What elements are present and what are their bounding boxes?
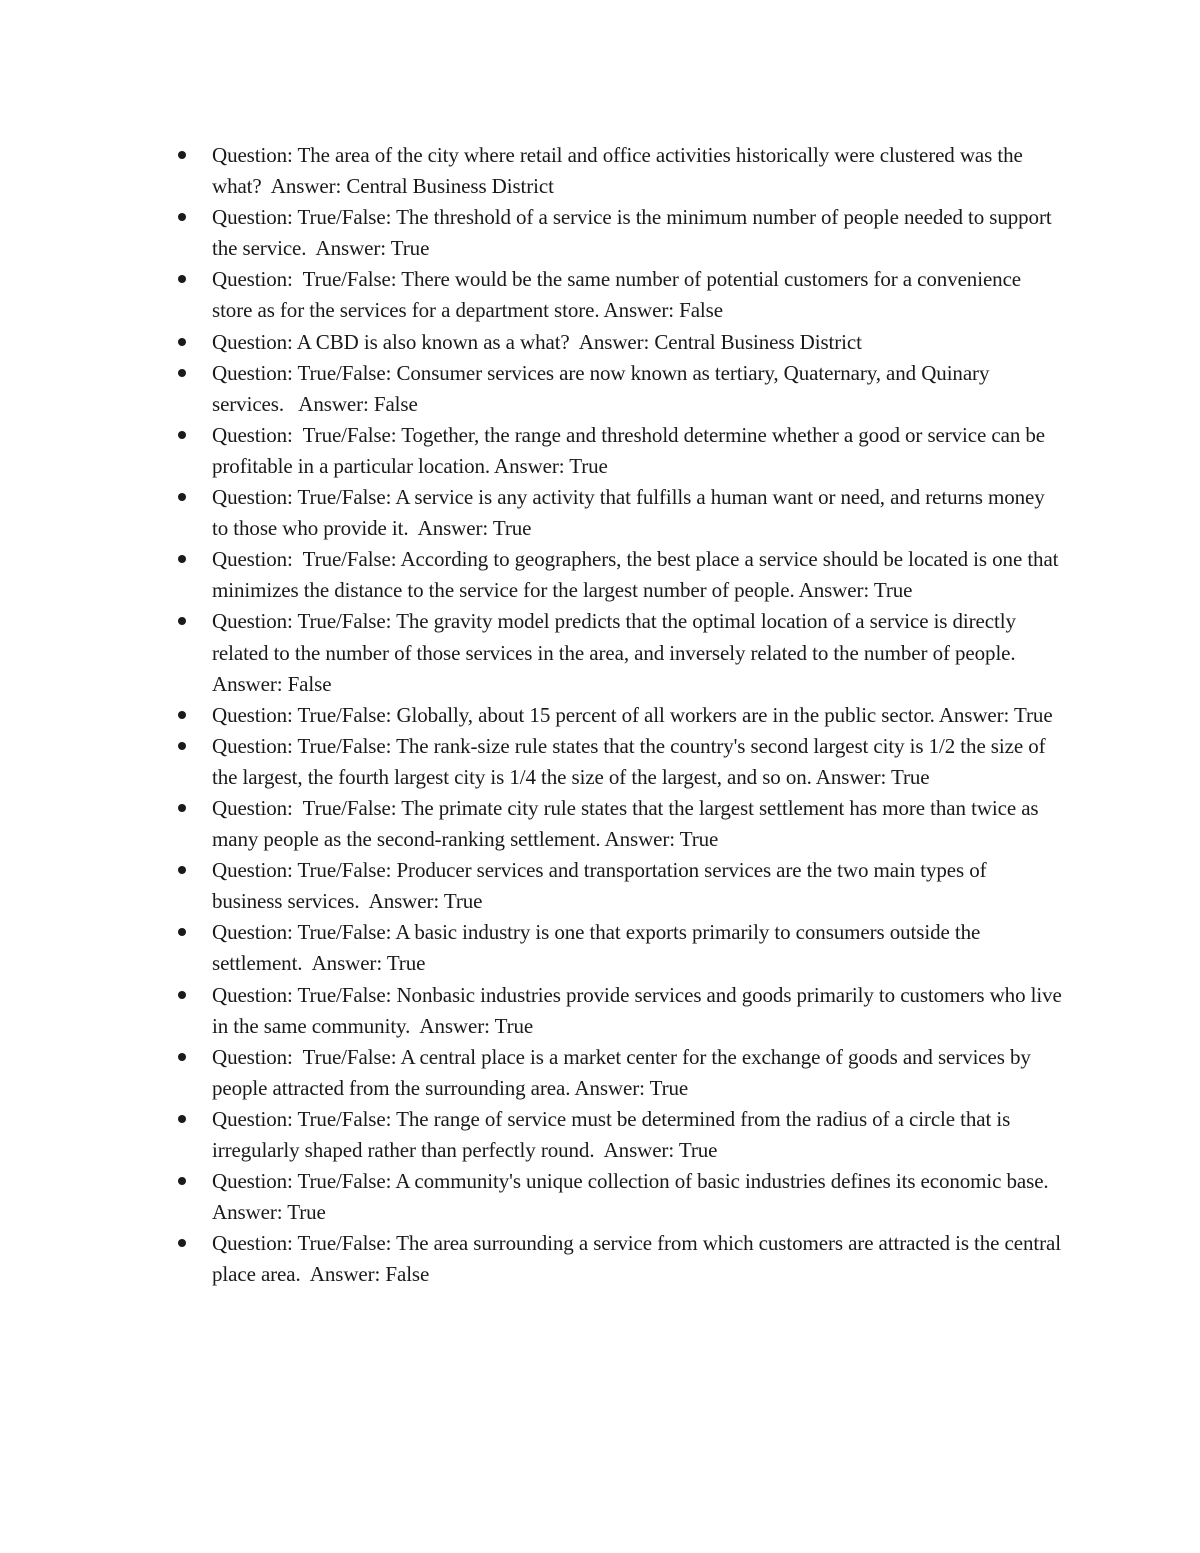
list-item — [0, 1166, 1062, 1228]
question-answer-list — [0, 140, 1200, 1290]
list-item — [0, 264, 1062, 326]
bullet-icon — [178, 275, 186, 283]
list-item — [0, 1228, 1067, 1290]
list-item-text: Question: True/False: A central place is a market center for the exchange of goods and services by people attracted from the surrounding area. Answer: True — [212, 1044, 1036, 1100]
list-item — [0, 202, 1062, 264]
bullet-icon — [178, 1115, 186, 1123]
list-item-text: Question: True/False: The area surrounding a service from which customers are attracted is the central place area. Answer: False — [212, 1231, 1067, 1287]
list-item — [0, 140, 1062, 202]
list-item-text: Question: True/False: A service is any activity that fulfills a human want or need, and returns money to those who provide it. Answer: True — [212, 485, 1050, 541]
bullet-icon — [178, 493, 186, 501]
bullet-icon — [178, 151, 186, 159]
bullet-icon — [178, 866, 186, 874]
list-item-text: Question: True/False: The threshold of a service is the minimum number of people needed to support the service. Answer: True — [212, 205, 1057, 261]
bullet-icon — [178, 617, 186, 625]
list-item-text: Question: True/False: Consumer services are now known as tertiary, Quaternary, and Quinary services. Answer: False — [212, 360, 995, 416]
bullet-icon — [178, 742, 186, 750]
bullet-icon — [178, 711, 186, 719]
list-item-text: Question: True/False: Together, the range and threshold determine whether a good or service can be profitable in a particular location. Answer: True — [212, 422, 1051, 478]
bullet-icon — [178, 1053, 186, 1061]
list-item — [0, 731, 1062, 793]
list-item-text: Question: True/False: The rank-size rule states that the country's second largest city is 1/2 the size of the largest, the fourth largest city is 1/4 the size of the largest, and so on. Answer: True — [212, 733, 1051, 789]
list-item — [0, 1104, 1062, 1166]
bullet-icon — [178, 369, 186, 377]
list-item-text: Question: A CBD is also known as a what? Answer: Central Business District — [212, 329, 862, 354]
list-item — [0, 917, 1062, 979]
bullet-icon — [178, 1177, 186, 1185]
list-item — [0, 1042, 1062, 1104]
list-item-text: Question: True/False: A community's unique collection of basic industries defines its economic base. Answer: True — [212, 1169, 1063, 1225]
list-item — [0, 700, 1062, 731]
list-item — [0, 358, 1062, 420]
list-item-text: Question: The area of the city where retail and office activities historically were clustered was the what? Answer: Central Business District — [212, 143, 1028, 199]
list-item — [0, 980, 1067, 1042]
bullet-icon — [178, 1239, 186, 1247]
bullet-icon — [178, 991, 186, 999]
list-item-text: Question: True/False: The primate city rule states that the largest settlement has more than twice as many people as the second-ranking settlement. Answer: True — [212, 795, 1044, 852]
list-item-text: Question: True/False: Nonbasic industries provide services and goods primarily to customers who live in the same community. Answer: True — [212, 982, 1067, 1038]
bullet-icon — [178, 804, 186, 812]
list-item-text: Question: True/False: The range of service must be determined from the radius of a circle that is irregularly shaped rather than perfectly round. Answer: True — [212, 1106, 1016, 1162]
list-item — [0, 793, 1062, 855]
bullet-icon — [178, 213, 186, 221]
bullet-icon — [178, 431, 186, 439]
list-item-text: Question: True/False: According to geographers, the best place a service should be located is one that minimizes the distance to the service for the largest number of people. Answer: True — [212, 547, 1064, 603]
list-item-text: Question: True/False: Globally, about 15 percent of all workers are in the public sector. Answer: True — [212, 702, 1053, 727]
list-item-text: Question: True/False: A basic industry is one that exports primarily to consumers outside the settlement. Answer: True — [212, 920, 986, 976]
list-item — [0, 327, 1062, 358]
list-item — [0, 855, 1062, 917]
list-item — [0, 420, 1062, 482]
list-item-text: Question: True/False: The gravity model predicts that the optimal location of a service is directly related to the number of those services in the area, and inversely related to the number of people. Answer: False — [212, 609, 1025, 696]
bullet-icon — [178, 338, 186, 346]
bullet-icon — [178, 555, 186, 563]
list-item — [0, 606, 1062, 699]
list-item — [0, 544, 1062, 606]
list-item — [0, 482, 1062, 544]
list-item-text: Question: True/False: There would be the same number of potential customers for a convenience store as for the services for a department store. Answer: False — [212, 267, 1027, 323]
bullet-icon — [178, 928, 186, 936]
list-item-text: Question: True/False: Producer services and transportation services are the two main types of business services. Answer: True — [212, 858, 992, 914]
